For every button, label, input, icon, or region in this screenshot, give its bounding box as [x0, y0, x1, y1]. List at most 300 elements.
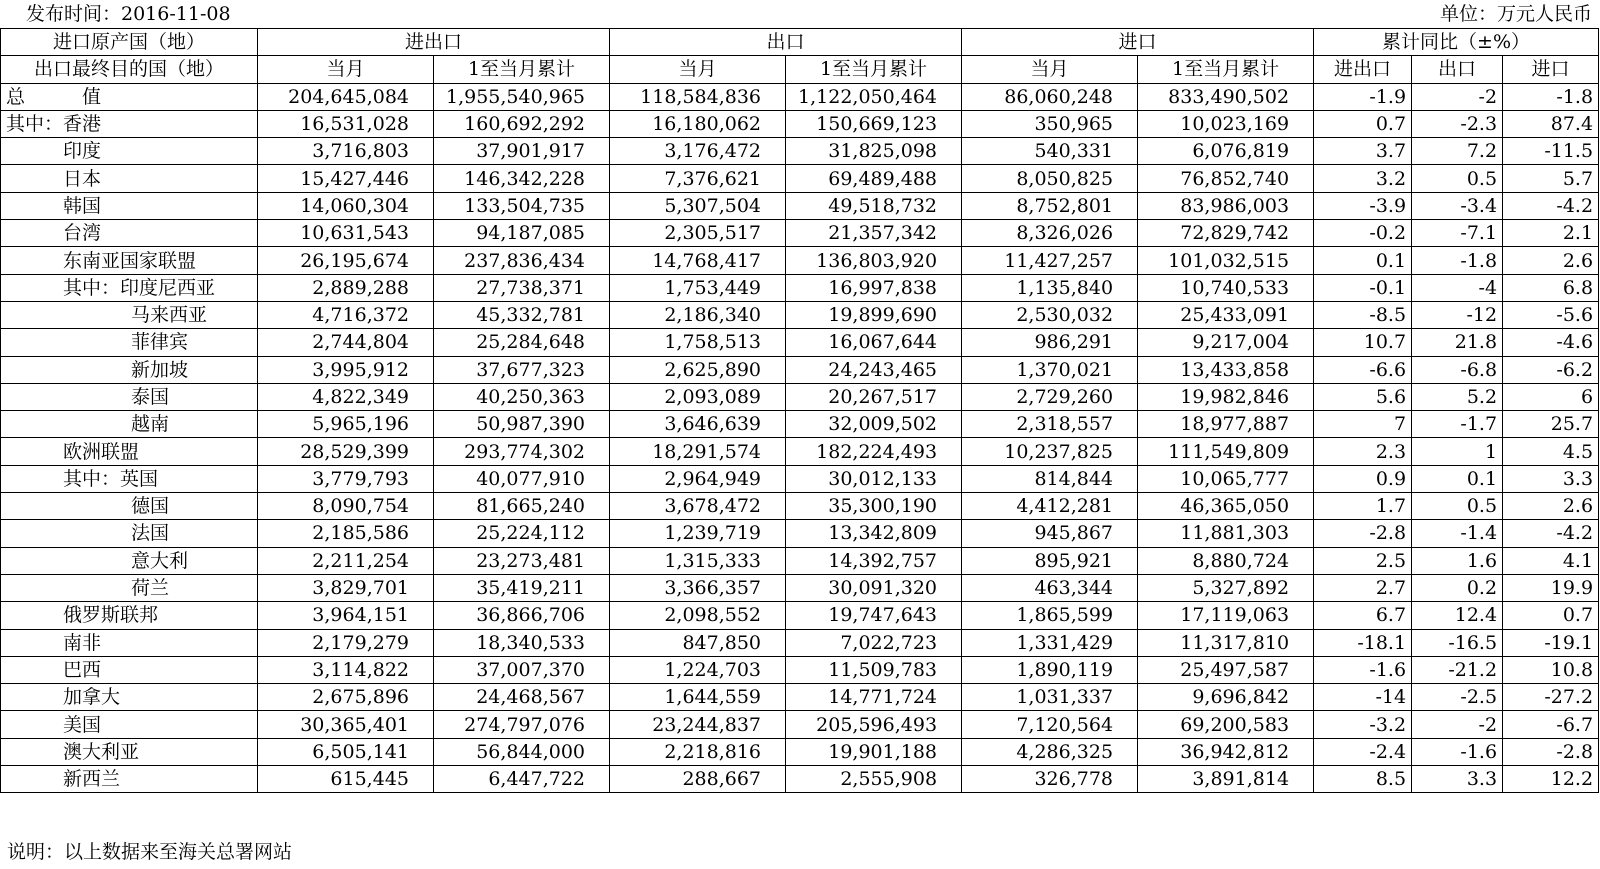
cell-export-current: 3,678,472	[610, 493, 786, 520]
cell-import-cumulative: 101,032,515	[1138, 247, 1314, 274]
cell-import-current: 945,867	[962, 520, 1138, 547]
header-import: 进口	[962, 29, 1314, 56]
cell-import-current: 350,965	[962, 110, 1138, 137]
header-import-cumulative: 1至当月累计	[1138, 56, 1314, 83]
cell-trade-cumulative: 1,955,540,965	[434, 83, 610, 110]
cell-import-cumulative: 11,317,810	[1138, 629, 1314, 656]
table-row	[1, 383, 1599, 410]
cell-yoy-export: 5.2	[1412, 383, 1503, 410]
row-label: 马来西亚	[1, 301, 258, 328]
cell-yoy-trade: 3.7	[1314, 138, 1412, 165]
header-origin: 进口原产国（地）	[1, 29, 258, 56]
cell-yoy-import: 0.7	[1503, 602, 1599, 629]
cell-yoy-trade: -3.2	[1314, 711, 1412, 738]
cell-yoy-export: -4	[1412, 274, 1503, 301]
header-row-2	[1, 56, 1599, 83]
cell-trade-current: 28,529,399	[258, 438, 434, 465]
row-label: 印度	[1, 138, 258, 165]
cell-trade-current: 4,822,349	[258, 383, 434, 410]
cell-import-cumulative: 10,065,777	[1138, 465, 1314, 492]
header-yoy-import: 进口	[1503, 56, 1599, 83]
cell-trade-current: 16,531,028	[258, 110, 434, 137]
cell-trade-cumulative: 274,797,076	[434, 711, 610, 738]
cell-yoy-export: -16.5	[1412, 629, 1503, 656]
cell-yoy-import: 19.9	[1503, 574, 1599, 601]
table-row	[1, 629, 1599, 656]
table-row	[1, 438, 1599, 465]
cell-export-current: 288,667	[610, 766, 786, 793]
cell-import-current: 11,427,257	[962, 247, 1138, 274]
cell-yoy-import: -6.2	[1503, 356, 1599, 383]
cell-import-current: 1,370,021	[962, 356, 1138, 383]
cell-import-current: 463,344	[962, 574, 1138, 601]
cell-export-cumulative: 14,392,757	[786, 547, 962, 574]
row-label: 加拿大	[1, 684, 258, 711]
row-label: 其中：英国	[1, 465, 258, 492]
cell-yoy-export: 0.5	[1412, 493, 1503, 520]
cell-yoy-trade: 5.6	[1314, 383, 1412, 410]
row-label: 俄罗斯联邦	[1, 602, 258, 629]
cell-trade-current: 615,445	[258, 766, 434, 793]
table-row	[1, 301, 1599, 328]
cell-import-current: 86,060,248	[962, 83, 1138, 110]
cell-yoy-trade: 8.5	[1314, 766, 1412, 793]
cell-yoy-export: -7.1	[1412, 220, 1503, 247]
table-row	[1, 656, 1599, 683]
cell-import-cumulative: 76,852,740	[1138, 165, 1314, 192]
cell-import-cumulative: 10,740,533	[1138, 274, 1314, 301]
cell-yoy-import: 4.5	[1503, 438, 1599, 465]
cell-export-cumulative: 1,122,050,464	[786, 83, 962, 110]
cell-export-current: 2,625,890	[610, 356, 786, 383]
cell-export-cumulative: 69,489,488	[786, 165, 962, 192]
cell-export-current: 2,093,089	[610, 383, 786, 410]
cell-yoy-import: -2.8	[1503, 738, 1599, 765]
cell-import-current: 10,237,825	[962, 438, 1138, 465]
cell-export-cumulative: 20,267,517	[786, 383, 962, 410]
row-label: 巴西	[1, 656, 258, 683]
publish-date: 发布时间：2016-11-08	[26, 3, 231, 25]
row-label: 韩国	[1, 192, 258, 219]
cell-yoy-export: 7.2	[1412, 138, 1503, 165]
table-row	[1, 465, 1599, 492]
cell-trade-cumulative: 36,866,706	[434, 602, 610, 629]
cell-export-current: 3,366,357	[610, 574, 786, 601]
cell-export-cumulative: 150,669,123	[786, 110, 962, 137]
cell-import-current: 1,890,119	[962, 656, 1138, 683]
cell-export-current: 7,376,621	[610, 165, 786, 192]
cell-yoy-export: -1.6	[1412, 738, 1503, 765]
cell-yoy-trade: 3.2	[1314, 165, 1412, 192]
cell-trade-cumulative: 133,504,735	[434, 192, 610, 219]
cell-yoy-trade: -14	[1314, 684, 1412, 711]
cell-export-cumulative: 16,067,644	[786, 329, 962, 356]
cell-export-current: 2,964,949	[610, 465, 786, 492]
cell-import-cumulative: 46,365,050	[1138, 493, 1314, 520]
table-row	[1, 602, 1599, 629]
row-label: 东南亚国家联盟	[1, 247, 258, 274]
cell-yoy-import: 12.2	[1503, 766, 1599, 793]
cell-import-current: 4,286,325	[962, 738, 1138, 765]
cell-import-cumulative: 13,433,858	[1138, 356, 1314, 383]
cell-export-current: 1,315,333	[610, 547, 786, 574]
cell-yoy-import: 10.8	[1503, 656, 1599, 683]
cell-trade-current: 3,114,822	[258, 656, 434, 683]
cell-export-current: 23,244,837	[610, 711, 786, 738]
cell-trade-cumulative: 40,077,910	[434, 465, 610, 492]
cell-export-cumulative: 21,357,342	[786, 220, 962, 247]
cell-export-current: 3,646,639	[610, 411, 786, 438]
row-label: 台湾	[1, 220, 258, 247]
cell-import-current: 7,120,564	[962, 711, 1138, 738]
cell-export-current: 2,218,816	[610, 738, 786, 765]
cell-trade-cumulative: 56,844,000	[434, 738, 610, 765]
cell-yoy-import: -1.8	[1503, 83, 1599, 110]
header-trade: 进出口	[258, 29, 610, 56]
cell-export-cumulative: 13,342,809	[786, 520, 962, 547]
cell-trade-current: 3,964,151	[258, 602, 434, 629]
table-row	[1, 110, 1599, 137]
table-row	[1, 329, 1599, 356]
cell-yoy-import: 3.3	[1503, 465, 1599, 492]
table-row	[1, 83, 1599, 110]
cell-trade-cumulative: 50,987,390	[434, 411, 610, 438]
header-export: 出口	[610, 29, 962, 56]
cell-export-current: 5,307,504	[610, 192, 786, 219]
cell-yoy-import: -27.2	[1503, 684, 1599, 711]
table-row	[1, 547, 1599, 574]
cell-trade-current: 2,675,896	[258, 684, 434, 711]
cell-yoy-import: 6	[1503, 383, 1599, 410]
cell-export-current: 1,239,719	[610, 520, 786, 547]
table-row	[1, 711, 1599, 738]
cell-import-current: 1,331,429	[962, 629, 1138, 656]
cell-import-cumulative: 8,880,724	[1138, 547, 1314, 574]
cell-export-cumulative: 24,243,465	[786, 356, 962, 383]
cell-yoy-trade: -8.5	[1314, 301, 1412, 328]
cell-export-current: 16,180,062	[610, 110, 786, 137]
cell-import-current: 1,031,337	[962, 684, 1138, 711]
cell-yoy-export: -2.5	[1412, 684, 1503, 711]
row-label: 泰国	[1, 383, 258, 410]
cell-export-cumulative: 30,091,320	[786, 574, 962, 601]
cell-export-cumulative: 205,596,493	[786, 711, 962, 738]
header-trade-cumulative: 1至当月累计	[434, 56, 610, 83]
cell-export-current: 2,186,340	[610, 301, 786, 328]
cell-yoy-export: -21.2	[1412, 656, 1503, 683]
cell-export-cumulative: 182,224,493	[786, 438, 962, 465]
table-body	[1, 83, 1599, 793]
row-label: 荷兰	[1, 574, 258, 601]
cell-trade-current: 3,779,793	[258, 465, 434, 492]
cell-import-cumulative: 10,023,169	[1138, 110, 1314, 137]
cell-yoy-import: -19.1	[1503, 629, 1599, 656]
cell-export-cumulative: 31,825,098	[786, 138, 962, 165]
cell-trade-current: 4,716,372	[258, 301, 434, 328]
cell-trade-cumulative: 94,187,085	[434, 220, 610, 247]
row-label: 南非	[1, 629, 258, 656]
cell-trade-cumulative: 37,007,370	[434, 656, 610, 683]
row-label: 新加坡	[1, 356, 258, 383]
row-label: 澳大利亚	[1, 738, 258, 765]
cell-export-cumulative: 7,022,723	[786, 629, 962, 656]
cell-yoy-import: 2.6	[1503, 247, 1599, 274]
cell-trade-current: 204,645,084	[258, 83, 434, 110]
cell-trade-current: 8,090,754	[258, 493, 434, 520]
cell-yoy-import: 87.4	[1503, 110, 1599, 137]
header-import-current: 当月	[962, 56, 1138, 83]
cell-yoy-export: -2.3	[1412, 110, 1503, 137]
table-row	[1, 520, 1599, 547]
table-row	[1, 165, 1599, 192]
cell-trade-current: 2,179,279	[258, 629, 434, 656]
cell-trade-cumulative: 6,447,722	[434, 766, 610, 793]
cell-export-current: 1,758,513	[610, 329, 786, 356]
cell-yoy-import: -6.7	[1503, 711, 1599, 738]
cell-yoy-import: 2.6	[1503, 493, 1599, 520]
cell-yoy-trade: 0.7	[1314, 110, 1412, 137]
cell-trade-cumulative: 18,340,533	[434, 629, 610, 656]
cell-trade-current: 3,995,912	[258, 356, 434, 383]
cell-yoy-export: -2	[1412, 711, 1503, 738]
cell-yoy-import: -5.6	[1503, 301, 1599, 328]
cell-export-cumulative: 35,300,190	[786, 493, 962, 520]
cell-yoy-export: -2	[1412, 83, 1503, 110]
cell-import-cumulative: 833,490,502	[1138, 83, 1314, 110]
cell-yoy-export: -6.8	[1412, 356, 1503, 383]
cell-yoy-trade: -2.8	[1314, 520, 1412, 547]
cell-yoy-import: -4.2	[1503, 520, 1599, 547]
cell-export-current: 2,098,552	[610, 602, 786, 629]
cell-yoy-trade: -0.1	[1314, 274, 1412, 301]
cell-trade-cumulative: 160,692,292	[434, 110, 610, 137]
cell-yoy-trade: -1.9	[1314, 83, 1412, 110]
header-yoy-trade: 进出口	[1314, 56, 1412, 83]
cell-import-cumulative: 25,497,587	[1138, 656, 1314, 683]
cell-import-current: 1,865,599	[962, 602, 1138, 629]
cell-trade-cumulative: 24,468,567	[434, 684, 610, 711]
cell-trade-cumulative: 81,665,240	[434, 493, 610, 520]
cell-trade-cumulative: 27,738,371	[434, 274, 610, 301]
cell-import-cumulative: 18,977,887	[1138, 411, 1314, 438]
table-row	[1, 247, 1599, 274]
cell-trade-current: 2,889,288	[258, 274, 434, 301]
cell-yoy-import: 5.7	[1503, 165, 1599, 192]
row-label: 总 值	[1, 83, 258, 110]
cell-trade-cumulative: 146,342,228	[434, 165, 610, 192]
cell-trade-cumulative: 25,224,112	[434, 520, 610, 547]
row-label: 欧洲联盟	[1, 438, 258, 465]
cell-yoy-import: -11.5	[1503, 138, 1599, 165]
cell-trade-current: 10,631,543	[258, 220, 434, 247]
cell-import-cumulative: 5,327,892	[1138, 574, 1314, 601]
cell-import-current: 2,318,557	[962, 411, 1138, 438]
cell-import-cumulative: 6,076,819	[1138, 138, 1314, 165]
cell-import-current: 540,331	[962, 138, 1138, 165]
cell-export-cumulative: 16,997,838	[786, 274, 962, 301]
header-yoy: 累计同比（±%）	[1314, 29, 1599, 56]
cell-yoy-export: -1.4	[1412, 520, 1503, 547]
cell-yoy-trade: 2.3	[1314, 438, 1412, 465]
header-destination: 出口最终目的国（地）	[1, 56, 258, 83]
cell-import-cumulative: 3,891,814	[1138, 766, 1314, 793]
cell-yoy-import: 2.1	[1503, 220, 1599, 247]
cell-yoy-export: -1.7	[1412, 411, 1503, 438]
cell-yoy-export: 0.1	[1412, 465, 1503, 492]
cell-trade-cumulative: 37,677,323	[434, 356, 610, 383]
table-row	[1, 766, 1599, 793]
cell-yoy-trade: 2.7	[1314, 574, 1412, 601]
header-yoy-export: 出口	[1412, 56, 1503, 83]
cell-export-cumulative: 19,899,690	[786, 301, 962, 328]
cell-trade-cumulative: 25,284,648	[434, 329, 610, 356]
cell-import-current: 8,326,026	[962, 220, 1138, 247]
cell-trade-cumulative: 40,250,363	[434, 383, 610, 410]
cell-trade-current: 30,365,401	[258, 711, 434, 738]
cell-export-cumulative: 19,901,188	[786, 738, 962, 765]
cell-import-cumulative: 83,986,003	[1138, 192, 1314, 219]
cell-yoy-export: 0.5	[1412, 165, 1503, 192]
cell-import-current: 1,135,840	[962, 274, 1138, 301]
table-row	[1, 220, 1599, 247]
cell-yoy-trade: 0.9	[1314, 465, 1412, 492]
cell-export-current: 14,768,417	[610, 247, 786, 274]
cell-trade-cumulative: 45,332,781	[434, 301, 610, 328]
cell-import-cumulative: 111,549,809	[1138, 438, 1314, 465]
header-export-cumulative: 1至当月累计	[786, 56, 962, 83]
row-label: 其中：印度尼西亚	[1, 274, 258, 301]
cell-trade-cumulative: 35,419,211	[434, 574, 610, 601]
cell-trade-current: 5,965,196	[258, 411, 434, 438]
cell-export-current: 18,291,574	[610, 438, 786, 465]
cell-yoy-import: 4.1	[1503, 547, 1599, 574]
cell-export-cumulative: 11,509,783	[786, 656, 962, 683]
cell-trade-current: 14,060,304	[258, 192, 434, 219]
header-export-current: 当月	[610, 56, 786, 83]
cell-import-cumulative: 17,119,063	[1138, 602, 1314, 629]
cell-export-cumulative: 19,747,643	[786, 602, 962, 629]
cell-export-cumulative: 136,803,920	[786, 247, 962, 274]
cell-export-current: 847,850	[610, 629, 786, 656]
row-label: 日本	[1, 165, 258, 192]
cell-yoy-export: 1	[1412, 438, 1503, 465]
table-row	[1, 192, 1599, 219]
cell-export-current: 1,644,559	[610, 684, 786, 711]
cell-import-cumulative: 72,829,742	[1138, 220, 1314, 247]
cell-export-cumulative: 30,012,133	[786, 465, 962, 492]
cell-trade-current: 26,195,674	[258, 247, 434, 274]
table-row	[1, 738, 1599, 765]
cell-yoy-export: 21.8	[1412, 329, 1503, 356]
cell-export-cumulative: 2,555,908	[786, 766, 962, 793]
cell-trade-cumulative: 293,774,302	[434, 438, 610, 465]
table-row	[1, 574, 1599, 601]
cell-export-current: 2,305,517	[610, 220, 786, 247]
row-label: 法国	[1, 520, 258, 547]
cell-import-current: 4,412,281	[962, 493, 1138, 520]
cell-yoy-export: 0.2	[1412, 574, 1503, 601]
trade-table	[0, 28, 1599, 793]
cell-yoy-trade: -1.6	[1314, 656, 1412, 683]
cell-import-cumulative: 69,200,583	[1138, 711, 1314, 738]
cell-import-cumulative: 11,881,303	[1138, 520, 1314, 547]
cell-yoy-trade: -6.6	[1314, 356, 1412, 383]
cell-import-current: 895,921	[962, 547, 1138, 574]
cell-export-cumulative: 14,771,724	[786, 684, 962, 711]
header-trade-current: 当月	[258, 56, 434, 83]
unit-label: 单位：万元人民币	[1439, 3, 1592, 25]
title-bar	[0, 0, 1600, 28]
table-row	[1, 356, 1599, 383]
cell-import-current: 986,291	[962, 329, 1138, 356]
cell-import-current: 326,778	[962, 766, 1138, 793]
cell-import-cumulative: 19,982,846	[1138, 383, 1314, 410]
cell-trade-cumulative: 37,901,917	[434, 138, 610, 165]
cell-import-current: 814,844	[962, 465, 1138, 492]
cell-import-current: 8,050,825	[962, 165, 1138, 192]
cell-yoy-trade: 1.7	[1314, 493, 1412, 520]
cell-trade-current: 2,211,254	[258, 547, 434, 574]
cell-yoy-import: 25.7	[1503, 411, 1599, 438]
cell-trade-current: 15,427,446	[258, 165, 434, 192]
cell-export-current: 1,753,449	[610, 274, 786, 301]
cell-import-cumulative: 9,696,842	[1138, 684, 1314, 711]
cell-yoy-trade: 7	[1314, 411, 1412, 438]
cell-yoy-export: 1.6	[1412, 547, 1503, 574]
cell-import-cumulative: 36,942,812	[1138, 738, 1314, 765]
row-label: 越南	[1, 411, 258, 438]
cell-yoy-trade: -0.2	[1314, 220, 1412, 247]
cell-yoy-trade: 0.1	[1314, 247, 1412, 274]
table-row	[1, 684, 1599, 711]
row-label: 德国	[1, 493, 258, 520]
cell-import-cumulative: 9,217,004	[1138, 329, 1314, 356]
cell-yoy-import: -4.6	[1503, 329, 1599, 356]
cell-export-current: 118,584,836	[610, 83, 786, 110]
cell-export-cumulative: 32,009,502	[786, 411, 962, 438]
cell-trade-cumulative: 237,836,434	[434, 247, 610, 274]
cell-yoy-trade: -18.1	[1314, 629, 1412, 656]
cell-export-current: 3,176,472	[610, 138, 786, 165]
cell-trade-current: 2,744,804	[258, 329, 434, 356]
header-row-1	[1, 29, 1599, 56]
table-row	[1, 411, 1599, 438]
cell-yoy-trade: -2.4	[1314, 738, 1412, 765]
cell-trade-cumulative: 23,273,481	[434, 547, 610, 574]
row-label: 新西兰	[1, 766, 258, 793]
cell-yoy-export: 3.3	[1412, 766, 1503, 793]
cell-yoy-export: -1.8	[1412, 247, 1503, 274]
cell-yoy-export: -12	[1412, 301, 1503, 328]
cell-import-cumulative: 25,433,091	[1138, 301, 1314, 328]
cell-yoy-trade: 10.7	[1314, 329, 1412, 356]
cell-yoy-trade: -3.9	[1314, 192, 1412, 219]
cell-yoy-import: 6.8	[1503, 274, 1599, 301]
row-label: 美国	[1, 711, 258, 738]
cell-trade-current: 2,185,586	[258, 520, 434, 547]
cell-export-cumulative: 49,518,732	[786, 192, 962, 219]
table-row	[1, 493, 1599, 520]
row-label: 其中：香港	[1, 110, 258, 137]
cell-yoy-trade: 6.7	[1314, 602, 1412, 629]
cell-trade-current: 6,505,141	[258, 738, 434, 765]
cell-import-current: 2,530,032	[962, 301, 1138, 328]
row-label: 菲律宾	[1, 329, 258, 356]
source-note: 说明：以上数据来至海关总署网站	[7, 841, 293, 863]
cell-export-current: 1,224,703	[610, 656, 786, 683]
cell-yoy-export: 12.4	[1412, 602, 1503, 629]
table-row	[1, 138, 1599, 165]
